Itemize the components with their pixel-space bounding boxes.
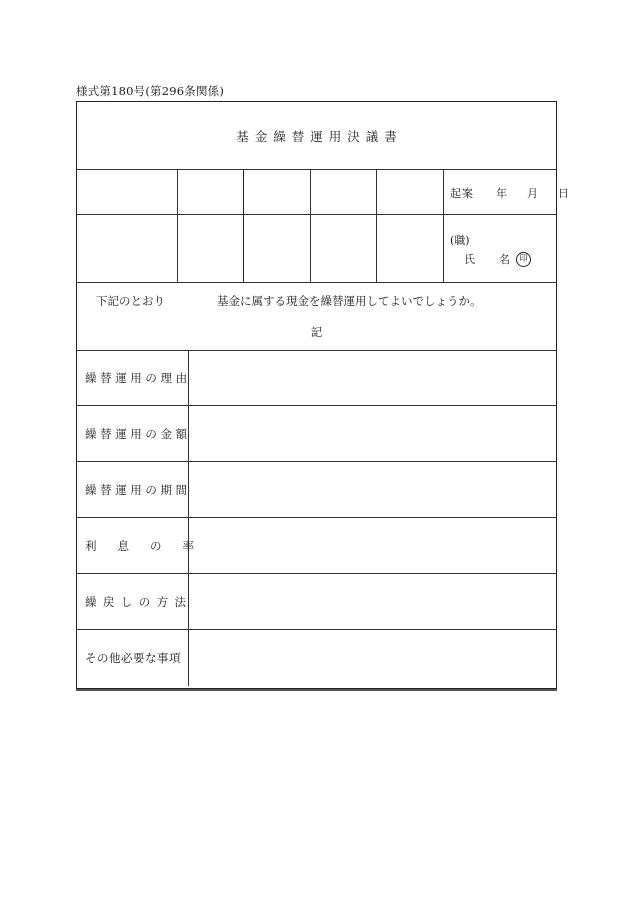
form-title: 基金繰替運用決議書 xyxy=(236,128,403,144)
item-value-other-matters[interactable] xyxy=(189,630,556,686)
approval-column-divider xyxy=(310,169,311,282)
year-label: 年 xyxy=(496,187,507,200)
title-row xyxy=(77,102,556,170)
table-row xyxy=(77,350,556,406)
fund-transfer-resolution-form xyxy=(76,101,569,689)
table-row xyxy=(77,518,556,574)
item-value-repayment-method[interactable] xyxy=(189,574,556,629)
day-label: 日 xyxy=(558,187,569,200)
month-label: 月 xyxy=(527,187,538,200)
item-label-reason: 繰替運用の理由 xyxy=(77,350,189,405)
name-label-2: 名 xyxy=(499,253,510,266)
item-label-interest-rate: 利息の率 xyxy=(77,518,189,573)
item-label-repayment-method: 繰戻しの方法 xyxy=(77,574,189,629)
table-row xyxy=(77,574,556,630)
approval-column-divider xyxy=(243,169,244,282)
items-table xyxy=(77,350,556,686)
approval-divider xyxy=(77,214,556,215)
approval-column-divider xyxy=(177,169,178,282)
statement-body: 基金に属する現金を繰替運用してよいでしょうか。 xyxy=(217,294,482,308)
item-label-amount: 繰替運用の金額 xyxy=(77,406,189,461)
position-label: (職) xyxy=(450,234,470,247)
approval-column-divider xyxy=(443,169,444,282)
item-value-interest-rate[interactable] xyxy=(189,518,556,573)
statement-row xyxy=(77,282,556,351)
draft-label: 起案 xyxy=(450,187,474,200)
item-label-period: 繰替運用の期間 xyxy=(77,462,189,517)
form-number: 様式第180号(第296条関係) xyxy=(76,84,225,98)
item-value-reason[interactable] xyxy=(189,350,556,405)
table-row xyxy=(77,462,556,518)
statement-intro: 下記のとおり xyxy=(96,294,165,308)
seal-icon: 印 xyxy=(516,252,531,267)
approval-column-divider xyxy=(376,169,377,282)
name-label-1: 氏 xyxy=(464,253,475,266)
item-value-period[interactable] xyxy=(189,462,556,517)
table-row xyxy=(77,630,556,686)
item-value-amount[interactable] xyxy=(189,406,556,461)
drafter-block xyxy=(450,232,531,267)
name-line xyxy=(464,251,531,267)
draft-date xyxy=(450,185,569,201)
approval-section xyxy=(77,169,569,283)
table-row xyxy=(77,406,556,462)
item-label-other-matters: その他必要な事項 xyxy=(77,630,189,686)
statement-ki: 記 xyxy=(310,325,323,339)
